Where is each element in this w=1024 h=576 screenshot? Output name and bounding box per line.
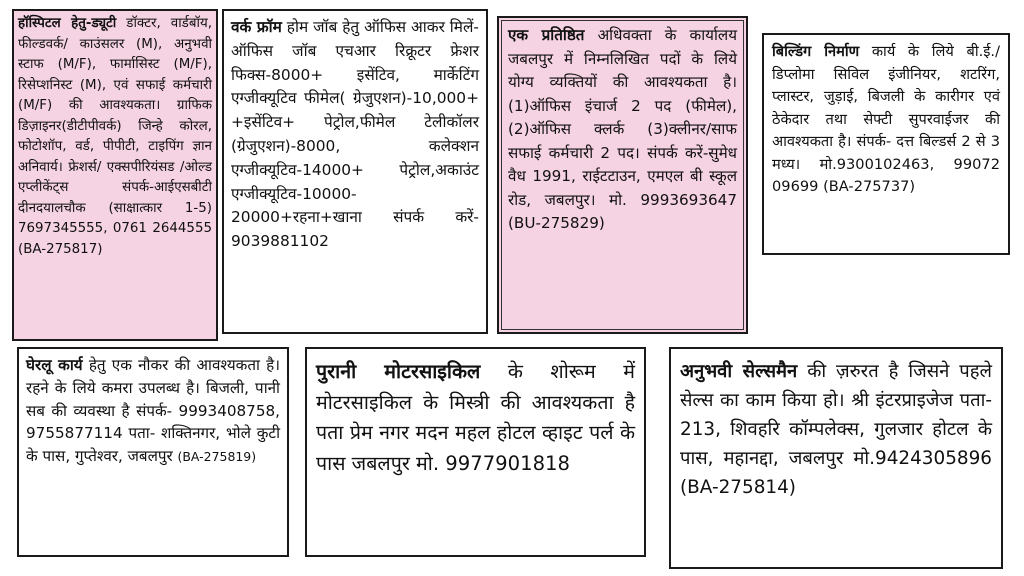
- ad-heading: पुरानी मोटरसाइकिल: [316, 360, 481, 383]
- classified-ad-motorcycle-mechanic: [305, 347, 646, 557]
- ad-body: की ज़रुरत है जिसने पहले सेल्स का काम किया हो। श्री इंटरप्राइजेज पता- 213, शिवहरि कॉम्पलेक्स, गुलजार होटल के पास, महानद्दा, जबलपुर मो.9424305896 (BA-275814): [680, 361, 992, 498]
- ad-frame: [14, 11, 216, 339]
- ad-text: [231, 16, 479, 254]
- classified-ad-advocate-office: [497, 16, 748, 334]
- ad-heading: अनुभवी सेल्समैन: [680, 361, 798, 382]
- ad-text: [18, 14, 212, 260]
- ad-text: [680, 357, 992, 502]
- ad-text: [772, 41, 1000, 199]
- ad-heading: बिल्डिंग निर्माण: [772, 43, 860, 60]
- ad-text: [508, 24, 737, 236]
- classified-ad-domestic-work: [17, 347, 289, 557]
- ad-body: कार्य के लिये बी.ई./ डिप्लोमा सिविल इंजीनियर, शटरिंग, प्लास्टर, जुड़ाई, बिजली के कारीगर एवं ठेकेदार तथा सेफ्टी सुपरवाईजर की आवश्यकता है। संपर्क- दत्त बिल्डर्स 2 से 3 मध्य। मो.9300102463, 99072 09699 (BA-275737): [772, 43, 1000, 195]
- ad-heading: हॉस्पिटल हेतु-ड्यूटी: [18, 16, 117, 31]
- ad-heading: घेरलू कार्य: [26, 356, 83, 374]
- ad-heading: एक प्रतिष्ठित: [508, 26, 585, 44]
- ad-code: (BA-275819): [177, 449, 257, 465]
- ad-body: होम जॉब हेतु ऑफिस आकर मिलें-ऑफिस जॉब एचआर रिक्रूटर फ्रेशर फिक्स-8000+ इसेंटिव, मार्केटिंग एग्जीक्यूटिव फीमेल( ग्रेजुएशन)-10,000+ +इसेंटिव+ पेट्रोल,फीमेल टेलीकॉलर (ग्रेजुएशन)-8000, कलेक्शन एग्जीक्यूटिव-14000+ पेट्रोल,अकाउंट एग्जीक्यूटिव-10000-20000+रहना+खाना संपर्क करें- 9039881102: [231, 18, 479, 251]
- ad-body: के शोरूम में मोटरसाइकिल के मिस्त्री की आवश्यकता है पता प्रेम नगर मदन महल होटल व्हाइट पर्ल के पास जबलपुर मो. 9977901818: [316, 360, 635, 475]
- ad-frame: [501, 20, 744, 330]
- classified-ad-salesman: [669, 347, 1003, 569]
- classified-ad-hospital: [12, 9, 218, 341]
- classified-ad-work-from-home: [222, 9, 488, 334]
- ad-heading: वर्क फ्रॉम: [231, 18, 282, 36]
- ad-body: डॉक्टर, वार्डबॉय, फील्डवर्क/ काउंसलर (M), अनुभवी स्टाफ (M/F), फार्मासिस्ट (M/F), रिसेप्शनिस्ट (M), एवं सफाई कर्मचारी (M/F) की आवश्यकता। ग्राफिक डिज़ाइनर(डीटीपीवर्क) जिन्हे कोरल, फोटोशॉप, वर्ड, पीपीटी, टाइपिंग ज्ञान अनिवार्य। फ्रेशर्स/ एक्सपीरियंसड /ओल्ड एप्लीकेंट्स संपर्क-आईएसबीटी दीनदयालचौक (साक्षात्कार 1-5) 7697345555, 0761 2644555 (BA-275817): [18, 16, 212, 257]
- ad-text: [316, 357, 635, 479]
- ad-body: हेतु एक नौकर की आवश्यकता है। रहने के लिये कमरा उपलब्ध है। बिजली, पानी सब की व्यवस्था है संपर्क- 9993408758, 9755877114 पता- शक्तिनगर, भोले कुटी के पास, गुप्तेश्वर, जबलपुर: [26, 356, 280, 466]
- classified-ad-building-construction: [762, 33, 1010, 255]
- ad-body: अधिवक्ता के कार्यालय जबलपुर में निम्नलिखित पदों के लिये योग्य व्यक्तियों की आवश्यकता है। (1)ऑफिस इंचार्ज 2 पद (फीमेल), (2)ऑफिस क्लर्क (3)क्लीनर/साफ सफाई कर्मचारी 2 पद। संपर्क करें-सुमेध वैध 1991, राईटटाउन, एमएल बी स्कूल रोड, जबलपुर। मो. 9993693647 (BU-275829): [508, 26, 738, 232]
- ad-text: [26, 354, 280, 469]
